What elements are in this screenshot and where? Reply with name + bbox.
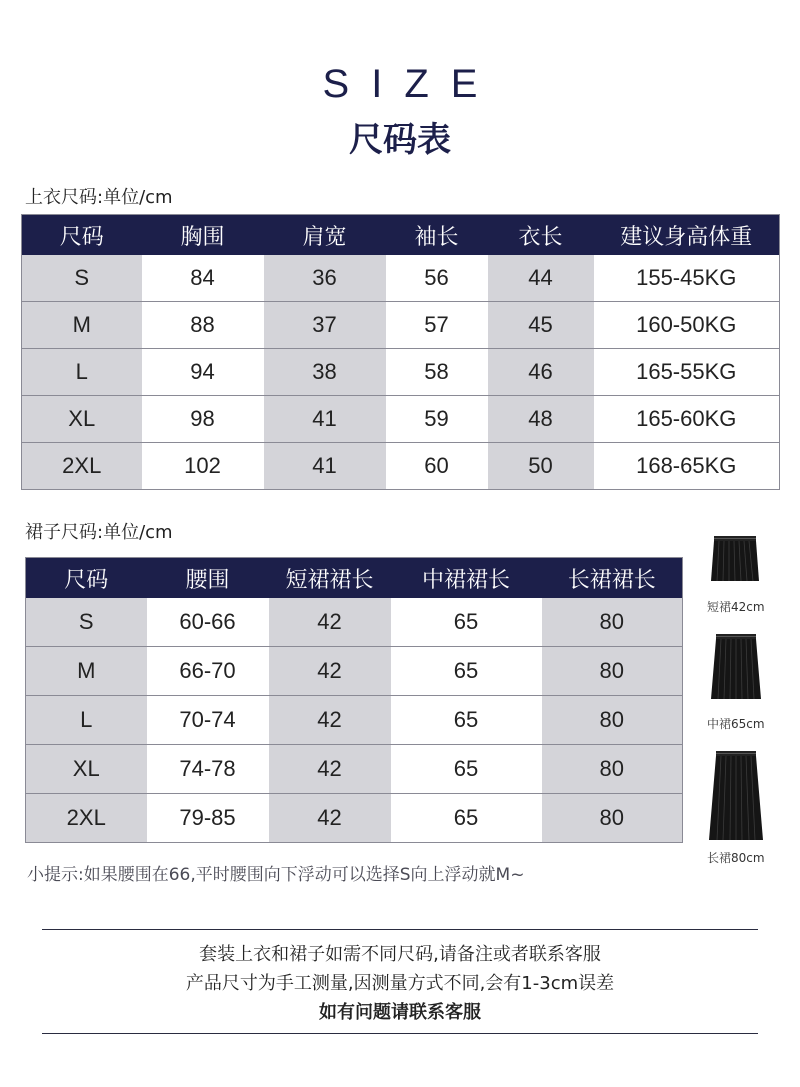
table-cell: 42	[269, 696, 391, 745]
short-skirt-caption: 短裙42cm	[707, 600, 765, 614]
table-cell: 80	[542, 745, 683, 794]
header-cell: 尺码	[26, 558, 147, 599]
table-cell: 45	[488, 302, 594, 349]
table-cell: L	[26, 696, 147, 745]
table-row	[22, 443, 780, 490]
table-cell: 60	[386, 443, 488, 490]
table-row	[22, 302, 780, 349]
table-cell: 42	[269, 647, 391, 696]
top-header-row	[22, 215, 780, 256]
skirt-size-label: 裙子尺码:单位/cm	[25, 522, 173, 543]
table-cell: M	[22, 302, 142, 349]
table-cell: 155-45KG	[594, 255, 780, 302]
table-cell: 80	[542, 794, 683, 843]
table-row	[26, 745, 683, 794]
table-cell: 56	[386, 255, 488, 302]
divider-bottom	[42, 1033, 758, 1034]
table-cell: 65	[391, 598, 542, 647]
table-cell: 57	[386, 302, 488, 349]
table-cell: 48	[488, 396, 594, 443]
table-cell: 165-60KG	[594, 396, 780, 443]
table-cell: 42	[269, 598, 391, 647]
table-cell: 44	[488, 255, 594, 302]
table-cell: 38	[264, 349, 386, 396]
skirt-size-table	[25, 557, 683, 843]
table-cell: S	[26, 598, 147, 647]
table-cell: 160-50KG	[594, 302, 780, 349]
table-cell: 50	[488, 443, 594, 490]
table-row	[22, 255, 780, 302]
title-cn: 尺码表	[349, 120, 451, 160]
title-en: SIZE	[322, 62, 500, 106]
note-line-3: 如有问题请联系客服	[319, 1002, 481, 1023]
medium-skirt-caption: 中裙65cm	[707, 717, 765, 731]
note-line-2: 产品尺寸为手工测量,因测量方式不同,会有1-3cm误差	[185, 973, 615, 994]
table-cell: 74-78	[147, 745, 269, 794]
table-cell: M	[26, 647, 147, 696]
table-cell: 165-55KG	[594, 349, 780, 396]
table-cell: 70-74	[147, 696, 269, 745]
table-cell: 102	[142, 443, 264, 490]
table-cell: 80	[542, 647, 683, 696]
top-size-label: 上衣尺码:单位/cm	[25, 187, 173, 208]
table-cell: 37	[264, 302, 386, 349]
header-cell: 胸围	[142, 215, 264, 256]
table-cell: 98	[142, 396, 264, 443]
table-cell: 80	[542, 598, 683, 647]
table-cell: 65	[391, 745, 542, 794]
table-cell: 59	[386, 396, 488, 443]
short-skirt-icon	[710, 535, 760, 583]
table-cell: 58	[386, 349, 488, 396]
table-row	[22, 349, 780, 396]
table-cell: 41	[264, 396, 386, 443]
note-line-1: 套装上衣和裙子如需不同尺码,请备注或者联系客服	[199, 944, 601, 965]
table-cell: 36	[264, 255, 386, 302]
top-size-table	[21, 214, 780, 490]
table-row	[26, 598, 683, 647]
table-cell: 46	[488, 349, 594, 396]
medium-skirt-icon	[710, 633, 762, 701]
table-cell: 65	[391, 794, 542, 843]
skirt-header-row	[26, 558, 683, 599]
header-cell: 长裙裙长	[542, 558, 683, 599]
header-cell: 腰围	[147, 558, 269, 599]
header-cell: 中裙裙长	[391, 558, 542, 599]
header-cell: 尺码	[22, 215, 142, 256]
header-cell: 建议身高体重	[594, 215, 780, 256]
long-skirt-caption: 长裙80cm	[707, 851, 765, 865]
table-cell: 42	[269, 745, 391, 794]
table-cell: 84	[142, 255, 264, 302]
table-cell: 2XL	[22, 443, 142, 490]
table-row	[26, 794, 683, 843]
table-cell: 2XL	[26, 794, 147, 843]
table-cell: S	[22, 255, 142, 302]
table-row	[22, 396, 780, 443]
table-cell: 79-85	[147, 794, 269, 843]
long-skirt-icon	[708, 750, 764, 842]
table-cell: 65	[391, 647, 542, 696]
table-row	[26, 696, 683, 745]
table-cell: 65	[391, 696, 542, 745]
table-cell: 60-66	[147, 598, 269, 647]
size-tip: 小提示:如果腰围在66,平时腰围向下浮动可以选择S向上浮动就M~	[27, 865, 525, 885]
table-row	[26, 647, 683, 696]
header-cell: 短裙裙长	[269, 558, 391, 599]
table-cell: L	[22, 349, 142, 396]
header-cell: 衣长	[488, 215, 594, 256]
table-cell: 42	[269, 794, 391, 843]
header-cell: 肩宽	[264, 215, 386, 256]
table-cell: 94	[142, 349, 264, 396]
divider-top	[42, 929, 758, 930]
table-cell: 168-65KG	[594, 443, 780, 490]
table-cell: 41	[264, 443, 386, 490]
table-cell: 66-70	[147, 647, 269, 696]
header-cell: 袖长	[386, 215, 488, 256]
table-cell: XL	[22, 396, 142, 443]
table-cell: 80	[542, 696, 683, 745]
table-cell: 88	[142, 302, 264, 349]
table-cell: XL	[26, 745, 147, 794]
